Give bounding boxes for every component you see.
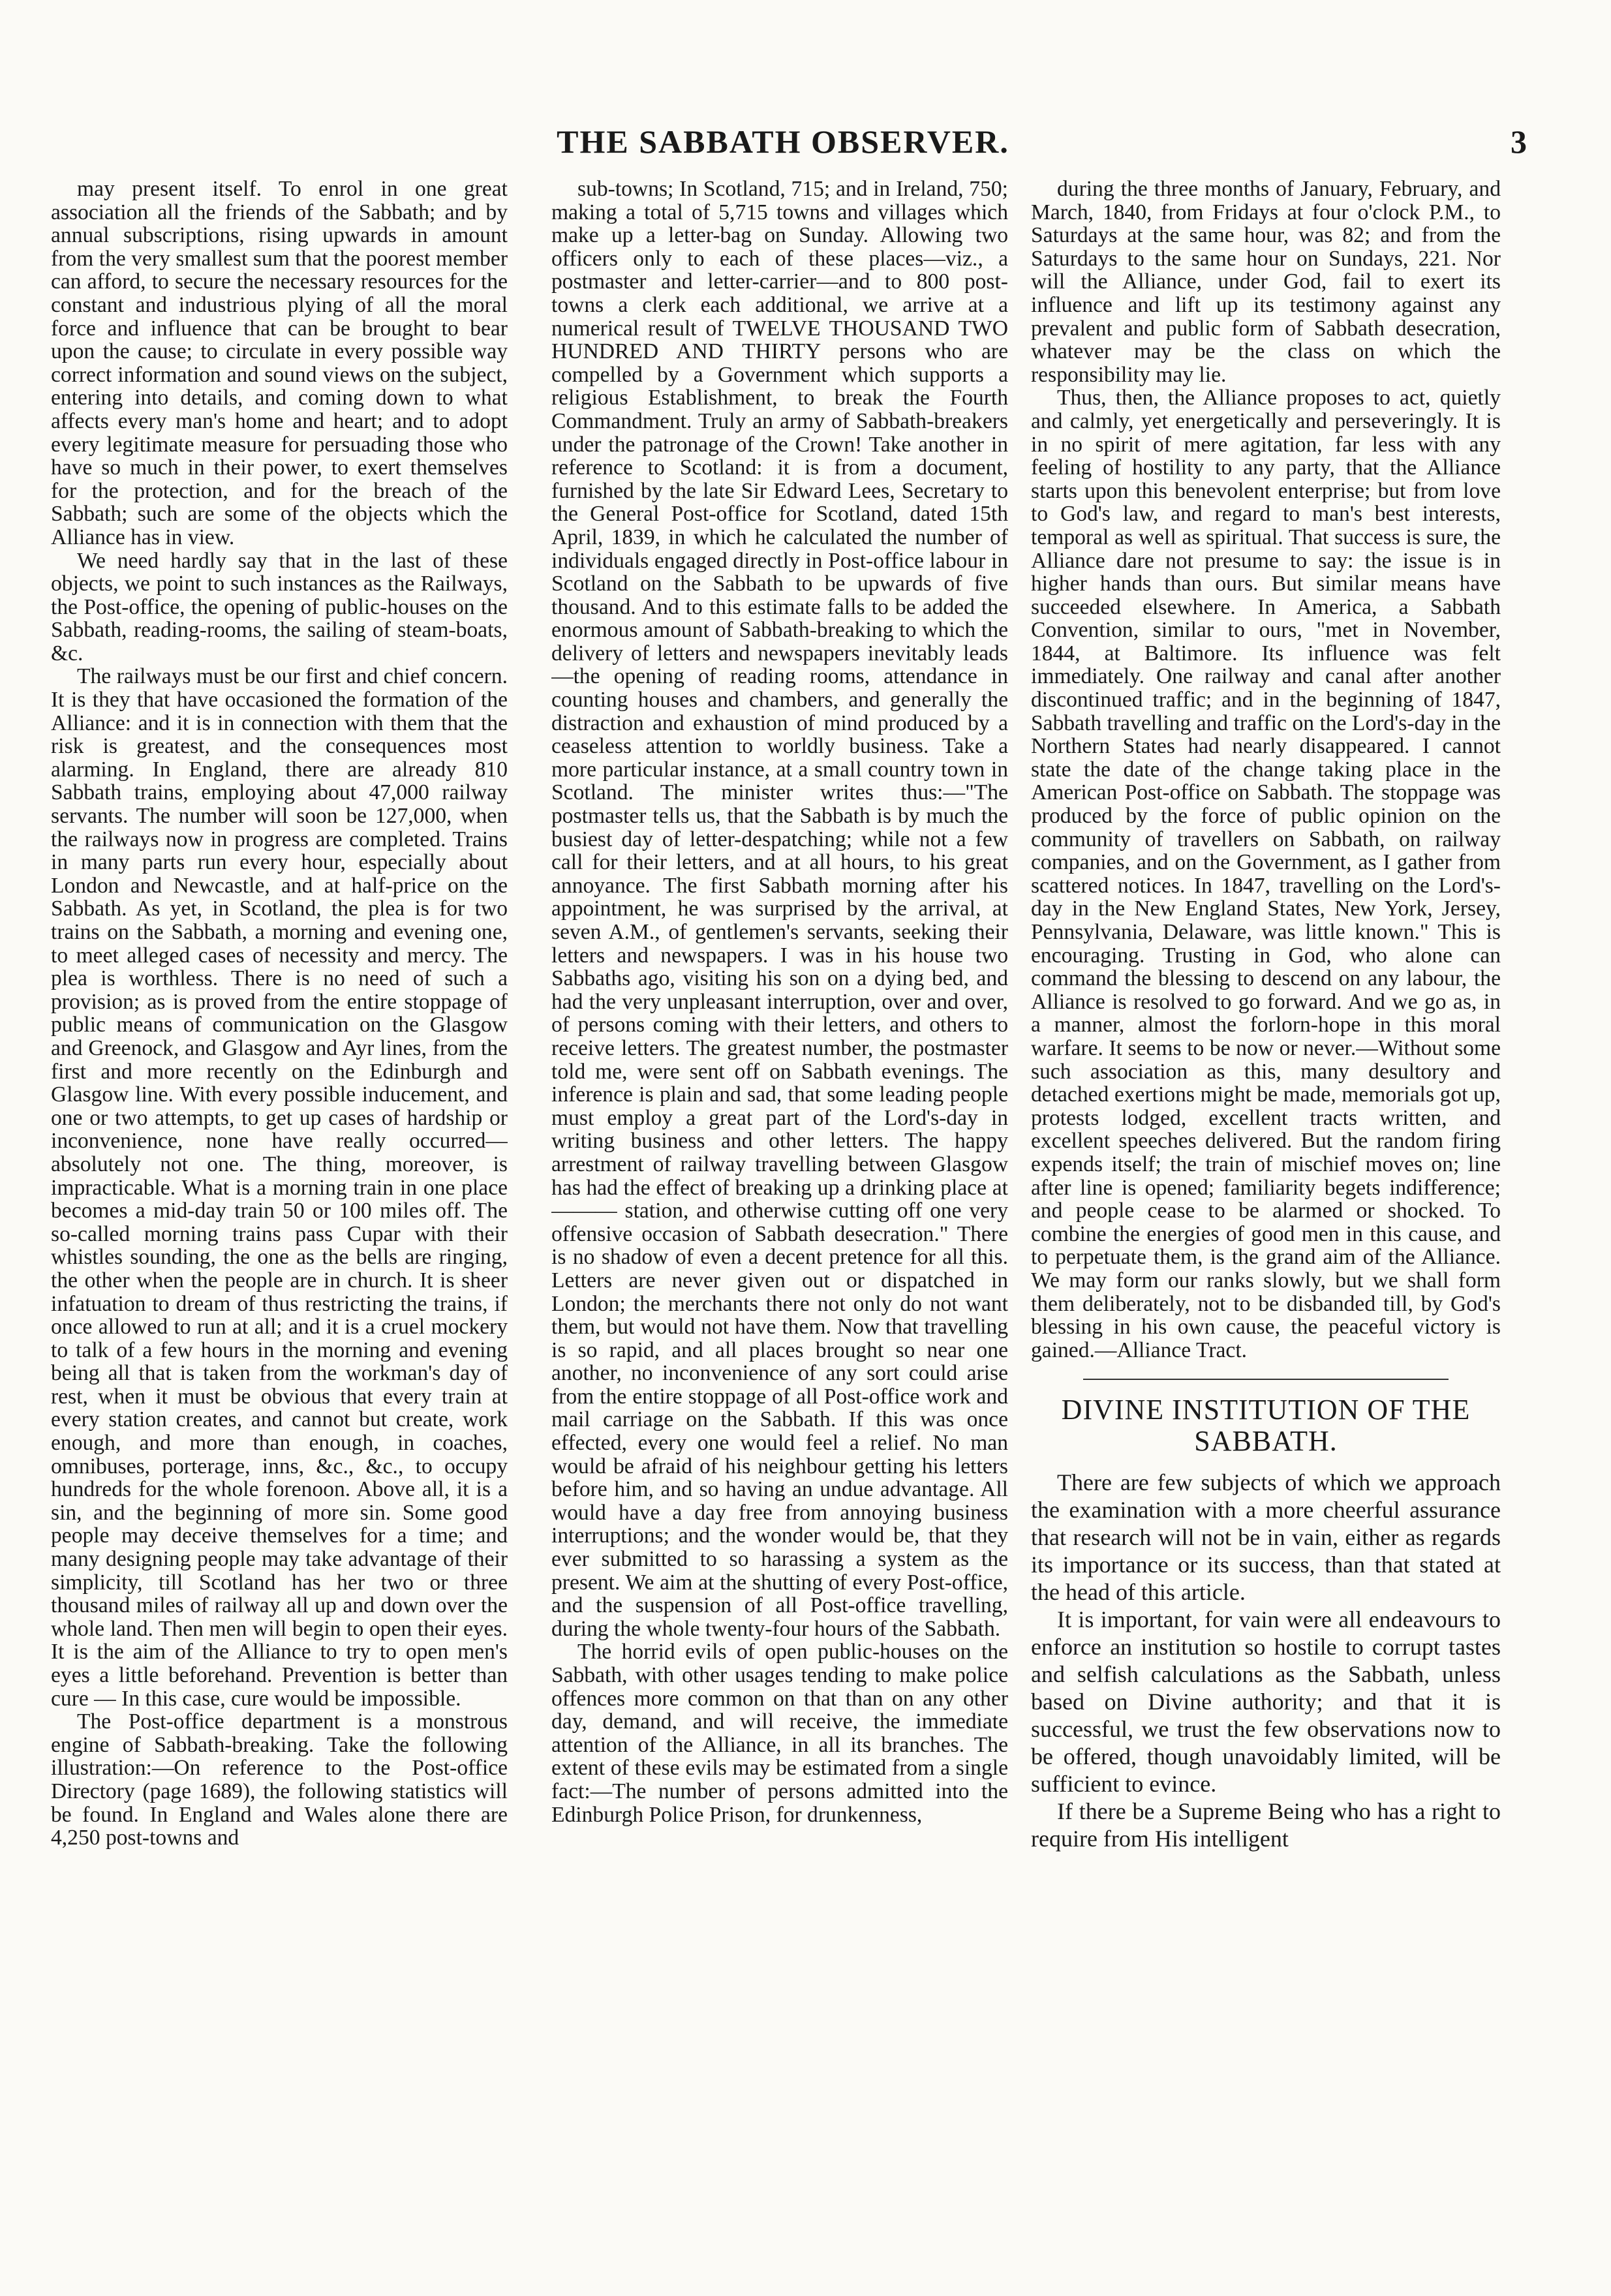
page-number: 3 — [1511, 123, 1527, 160]
column-1 — [51, 177, 508, 2259]
paragraph: Thus, then, the Alliance proposes to act, quietly and calmly, yet energetically and perseveringly. It is in no spirit of mere agitation, far less with any feeling of hostility to any party, that the Alliance starts upon this benevolent enterprise; but from love to God's law, and regard to man's best interests, temporal as well as spiritual. That success is sure, the Alliance dare not presume to say: the issue is in higher hands than ours. But similar means have succeeded elsewhere. In America, a Sabbath Convention, similar to ours, "met in November, 1844, at Baltimore. Its influence was felt immediately. One railway and canal after another discontinued traffic; and in the beginning of 1847, Sabbath travelling and traffic on the Lord's-day in the Northern States had nearly disappeared. I cannot state the date of the change taking place in the American Post-office on Sabbath. The stoppage was produced by the force of public opinion on the community of travellers on Sabbath, on railway companies, and on the Government, as I gather from scattered notices. In 1847, travelling on the Lord's-day in the New England States, New York, Jersey, Pennsylvania, Delaware, was little known." This is encouraging. Trusting in God, who alone can command the blessing to descend on any labour, the Alliance is resolved to go forward. And we go as, in a manner, almost the forlorn-hope in this moral warfare. It seems to be now or never.—Without some such association as this, many desultory and detached exertions might be made, memorials got up, protests lodged, excellent tracts written, and excellent speeches delivered. But the random firing expends itself; the train of mischief moves on; line after line is opened; familiarity begets indifference; and people cease to be alarmed or shocked. To combine the energies of good men in this cause, and to perpetuate them, is the grand aim of the Alliance. We may form our ranks slowly, but we shall form them deliberately, not to be disbanded till, by God's blessing in his own cause, the peaceful victory is gained.—Alliance Tract. — [1031, 386, 1501, 1362]
paragraph: The horrid evils of open public-houses on the Sabbath, with other usages tending to make police offences more common on that than on any other day, demand, and will receive, the immediate attention of the Alliance, in all its branches. The extent of these evils may be estimated from a single fact:—The number of persons admitted into the Edinburgh Police Prison, for drunkenness, — [551, 1640, 1008, 1827]
section-title: DIVINE INSTITUTION OF THE SABBATH. — [1061, 1394, 1471, 1458]
section-divider — [1083, 1379, 1449, 1380]
column-3 — [1031, 177, 1501, 2259]
paragraph: It is important, for vain were all endeavours to enforce an institution so hostile to corrupt tastes and selfish calculations as the Sabbath, unless based on Divine authority; and that it is successful, we trust the few observations now to be offered, though unavoidably limited, will be sufficient to evince. — [1031, 1606, 1501, 1798]
paragraph: The Post-office department is a monstrous engine of Sabbath-breaking. Take the following illustration:—On reference to the Post-office Directory (page 1689), the following statistics will be found. In England and Wales alone there are 4,250 post-towns and — [51, 1709, 508, 1850]
paragraph: during the three months of January, February, and March, 1840, from Fridays at four o'clock P.M., to Saturdays at the same hour, was 82; and from the Saturdays to the same hour on Sundays, 221. Nor will the Alliance, under God, fail to exert its influence and lift up its testimony against any prevalent and public form of Sabbath desecration, whatever may be the class on which the responsibility may lie. — [1031, 177, 1501, 387]
paragraph: We need hardly say that in the last of these objects, we point to such instances as the Railways, the Post-office, the opening of public-houses on the Sabbath, reading-rooms, the sailing of steam-boats, &c. — [51, 548, 508, 666]
paragraph: There are few subjects of which we approach the examination with a more cheerful assurance that research will not be in vain, either as regards its importance or its success, than that stated at the head of this article. — [1031, 1469, 1501, 1606]
paragraph: sub-towns; In Scotland, 715; and in Ireland, 750; making a total of 5,715 towns and villages which make up a letter-bag on Sunday. Allowing two officers only to each of these places—viz., a postmaster and letter-carrier—and to 800 post-towns a clerk each additional, we arrive at a numerical result of TWELVE THOUSAND TWO HUNDRED AND THIRTY persons who are compelled by a Government which supports a religious Establishment, to break the Fourth Commandment. Truly an army of Sabbath-breakers under the patronage of the Crown! Take another in reference to Scotland: it is from a document, furnished by the late Sir Edward Lees, Secretary to the General Post-office for Scotland, dated 15th April, 1839, in which he calculated the number of individuals engaged directly in Post-office labour in Scotland on the Sabbath to be upwards of five thousand. And to this estimate falls to be added the enormous amount of Sabbath-breaking to which the delivery of letters and newspapers inevitably leads—the opening of reading rooms, attendance in counting houses and chambers, and generally the distraction and exhaustion of mind produced by a ceaseless attention to worldly business. Take a more particular instance, at a small country town in Scotland. The minister writes thus:—"The postmaster tells us, that the Sabbath is by much the busiest day of letter-despatching; while not a few call for their letters, and at all hours, to his great annoyance. The first Sabbath morning after his appointment, he was surprised by the arrival, at seven A.M., of gentlemen's servants, seeking their letters and newspapers. I was in his house two Sabbaths ago, visiting his son on a dying bed, and had the very unpleasant interruption, over and over, of persons coming with their letters, and others to receive letters. The greatest number, the postmaster told me, were sent off on Sabbath evenings. The inference is plain and sad, that some leading people must employ a great part of the Lord's-day in writing business and other letters. The happy arrestment of railway travelling between Glasgow has had the effect of breaking up a drinking place at ——— station, and otherwise cutting off one very offensive occasion of Sabbath desecration." There is no shadow of even a decent pretence for all this. Letters are never given out or dispatched in London; the merchants there not only do not want them, but would not have them. Now that travelling is so rapid, and all places brought so near one another, no inconvenience of any sort could arise from the entire stoppage of all Post-office work and mail carriage on the Sabbath. If this was once effected, every one would feel a relief. No man would be afraid of his neighbour getting his letters before him, and so having an undue advantage. All would have a day free from annoying business interruptions; and the wonder would be, that they ever submitted to so harassing a system as the present. We aim at the shutting of every Post-office, and the suspension of all Post-office travelling, during the whole twenty-four hours of the Sabbath. — [551, 177, 1008, 1641]
section-body — [1031, 1469, 1501, 1852]
paragraph: If there be a Supreme Being who has a right to require from His intelligent — [1031, 1798, 1501, 1852]
column-2 — [551, 177, 1008, 2259]
paragraph: The railways must be our first and chief concern. It is they that have occasioned the formation of the Alliance: and it is in connection with them that the risk is greatest, and the consequences most alarming. In England, there are already 810 Sabbath trains, employing about 47,000 railway servants. The number will soon be 127,000, when the railways now in progress are completed. Trains in many parts run every hour, especially about London and Newcastle, and at half-price on the Sabbath. As yet, in Scotland, the plea is for two trains on the Sabbath, a morning and evening one, to meet alleged cases of necessity and mercy. The plea is worthless. There is no need of such a provision; as is proved from the entire stoppage of public means of communication on the Glasgow and Greenock, and Glasgow and Ayr lines, from the first and more recently on the Edinburgh and Glasgow line. With every possible inducement, and one or two attempts, to get up cases of hardship or inconvenience, none have really occurred—absolutely not one. The thing, moreover, is impracticable. What is a morning train in one place becomes a mid-day train 50 or 100 miles off. The so-called morning trains pass Cupar with their whistles sounding, the one as the bells are ringing, the other when the people are in church. It is sheer infatuation to dream of thus restricting the trains, if once allowed to run at all; and it is a cruel mockery to talk of a few hours in the morning and evening being all that is taken from the workman's day of rest, when it must be obvious that every train at every station creates, and cannot but create, work enough, and more than enough, in coaches, omnibuses, porterage, inns, &c., &c., to occupy hundreds for the whole forenoon. Above all, it is a sin, and the beginning of more sin. Some good people may deceive themselves for a time; and many designing people may take advantage of their simplicity, till Scotland has her two or three thousand miles of railway all up and down over the whole land. Then men will begin to open their eyes. It is the aim of the Alliance to try to open men's eyes a little beforehand. Prevention is better than cure — In this case, cure would be impossible. — [51, 664, 508, 1711]
paragraph: may present itself. To enrol in one great association all the friends of the Sabbath; and by annual subscriptions, rising upwards in amount from the very smallest sum that the poorest member can afford, to secure the necessary resources for the constant and industrious plying of all the moral force and influence that can be brought to bear upon the cause; to circulate in every possible way correct information and sound views on the subject, entering into details, and coming down to what affects every man's home and heart; and to adopt every legitimate measure for persuading those who have so much in their power, to exert themselves for the protection, and for the breach of the Sabbath; such are some of the objects which the Alliance has in view. — [51, 177, 508, 549]
running-title: THE SABBATH OBSERVER. — [557, 123, 1009, 160]
page-header — [52, 123, 1527, 168]
